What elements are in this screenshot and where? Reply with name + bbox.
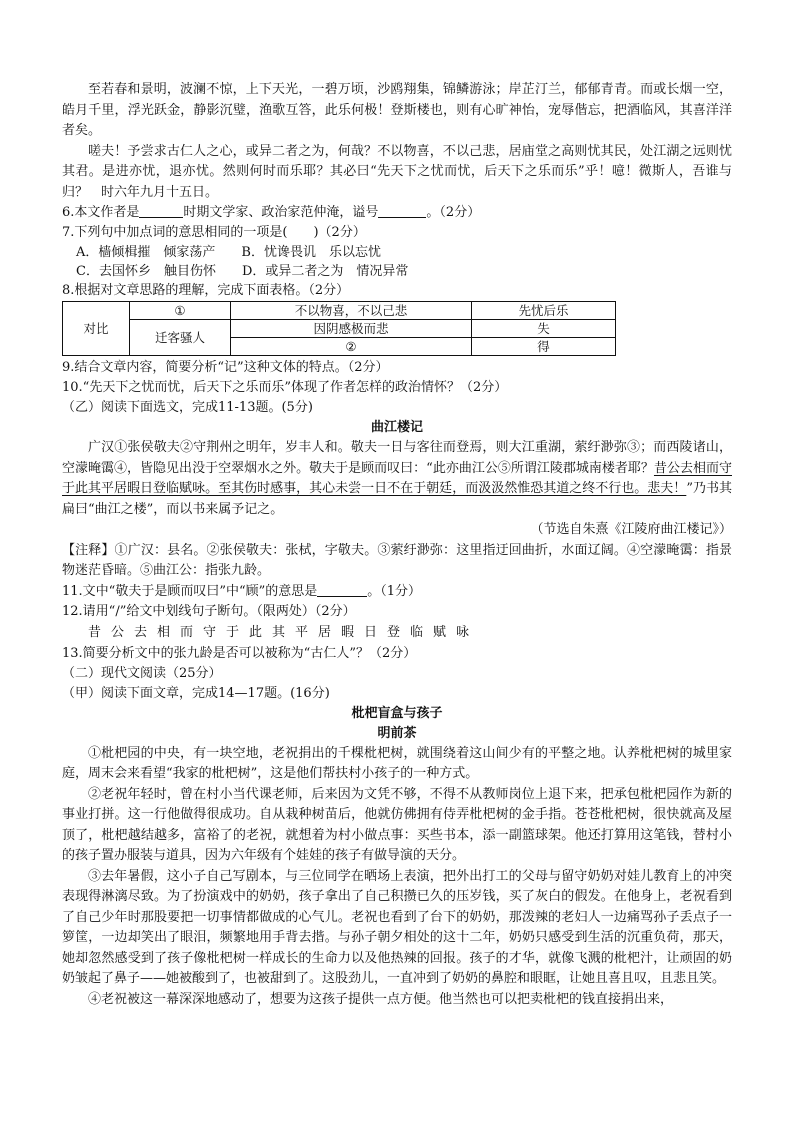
question-7-options: A．樯倾楫摧 倾家荡产 B．忧谗畏讥 乐以忘忧 <box>76 245 381 260</box>
table-label: 对比 <box>63 302 130 356</box>
underlined-sentence: 昔公去相而守于此其平居暇日登临赋咏。至其伤时感事，其心未尝一日不在于朝廷，而汲汲然惟恐其道之终不行也。悲夫！ <box>62 460 732 496</box>
table-cell-blank-2: ② <box>231 338 472 356</box>
passage-paragraph: 广汉①张侯敬夫②守荆州之明年，岁丰人和。敬夫一日与客往而登焉，则大江重湖，萦纡渺弥③；而西陵诸山，空濛晻霭④，皆隐见出没于空翠烟水之外。敬夫于是顾而叹曰：“此亦曲江公⑤所谓江陵郡城南楼者耶？昔公去相而守于此其平居暇日登临赋咏。至其伤时感事，其心未尝一日不在于朝廷，而汲汲然惟恐其道之终不行也。悲夫！”乃书其扁曰“曲江之楼”，而以书来属予记之。 <box>62 440 732 517</box>
article-paragraph: ①枇杷园的中央，有一块空地，老祝捐出的千棵枇杷树，就围绕着这山间少有的平整之地。认养枇杷树的城里家庭，周末会来看望“我家的枇杷树”，这是他们帮扶村小孩子的一种方式。 <box>62 745 732 781</box>
passage-source: （节选自朱熹《江陵府曲江楼记》） <box>530 522 732 537</box>
question-6: 6.本文作者是 时期文学家、政治家范仲淹，谥号 。（2分） <box>62 205 481 220</box>
question-13: 13.简要分析文中的张九龄是否可以被称为“古仁人”？（2分） <box>62 645 417 661</box>
answer-blank[interactable] <box>378 204 426 218</box>
passage-paragraph: 至若春和景明，波澜不惊，上下天光，一碧万顷，沙鸥翔集，锦鳞游泳；岸芷汀兰，郁郁青青。而或长烟一空，皓月千里，浮光跃金，静影沉璧，渔歌互答，此乐何极！登斯楼也，则有心旷神怡，宠辱偕忘，把酒临风，其喜洋洋者矣。 <box>62 82 732 138</box>
table-cell: 因阴感极而悲 <box>231 320 472 338</box>
question-11: 11.文中“敬夫于是顾而叹曰”中“顾”的意思是 。（1分） <box>62 583 422 599</box>
comparison-table <box>62 301 616 356</box>
section-2-heading: （二）现代文阅读（25分） <box>62 665 222 681</box>
table-cell: 失 <box>472 320 616 338</box>
table-cell-blank-1: ① <box>130 302 231 320</box>
table-cell: 不以物喜，不以己悲 <box>231 302 472 320</box>
section-2a-heading: （甲）阅读下面文章，完成14—17题。(16分) <box>62 685 330 701</box>
table-cell: 先忧后乐 <box>472 302 616 320</box>
annotation-note: 【注释】①广汉：县名。②张侯敬夫：张栻，字敬夫。③萦纡渺弥：这里指迂回曲折，水面辽阔。④空濛晻霭：指景物迷茫昏暗。⑤曲江公：指张九龄。 <box>62 542 732 578</box>
article-paragraph: ③去年暑假，这小子自己写剧本，与三位同学在晒场上表演，把外出打工的父母与留守奶奶对娃儿教育上的冲突表现得淋漓尽致。为了扮演戏中的奶奶，孩子拿出了自己积攒已久的压岁钱，买了灰白的假发。在他身上，老祝看到了自己少年时那股要把一切事情都做成的心气儿。老祝也看到了台下的奶奶，那泼辣的老妇人一边痛骂孙子丢点子一箩筐，一边却笑出了眼泪，频繁地用手背去揩。与孙子朝夕相处的这十二年，奶奶只感受到生活的沉重负荷，那天，她却忽然感受到了孩子像枇杷树一样成长的生命力以及他热辣的回报。孩子的才华，就像飞溅的枇杷汁，让顽固的奶奶皱起了鼻子——她被酸到了，也被甜到了。这股劲儿，一直冲到了奶奶的鼻腔和眼眶，让她且喜且叹，且悲且笑。 <box>62 868 732 986</box>
question-12: 12.请用“/”给文中划线句子断句。（限两处）（2分） <box>62 603 356 619</box>
table-cell: 得 <box>472 338 616 356</box>
passage-title: 曲江楼记 <box>370 420 423 435</box>
question-10: 10.“先天下之忧而忧，后天下之乐而乐”体现了作者怎样的政治情怀？（2分） <box>62 380 508 395</box>
exam-page <box>62 80 732 1010</box>
question-7: 7.下列句中加点词的意思相同的一项是( )（2分） <box>62 225 366 240</box>
article-paragraph: ②老祝年轻时，曾在村小当代课老师，后来因为文凭不够，不得不从教师岗位上退下来，把承包枇杷园作为新的事业打拼。这一行他做得很成功。自从栽种树苗后，他就仿佛拥有侍弄枇杷树的金手指。苍苍枇杷树，很快就高及屋顶了，枇杷越结越多，富裕了的老祝，就想着为村小做点事：买些书本，添一副篮球架。他还打算用这笔钱，替村小的孩子置办服装与道具，因为六年级有个娃娃的孩子有做导演的天分。 <box>62 786 732 863</box>
table-cell: 迁客骚人 <box>130 320 231 356</box>
answer-blank[interactable] <box>139 204 183 218</box>
article-paragraph: ④老祝被这一幕深深地感动了，想要为这孩子提供一点方便。他当然也可以把卖枇杷的钱直接捐出来， <box>88 991 674 1007</box>
passage-paragraph: 嗟夫！予尝求古仁人之心，或异二者之为，何哉？不以物喜，不以己悲，居庙堂之高则忧其民，处江湖之远则忧其君。是进亦忧，退亦忧。然则何时而乐耶？其必曰“先天下之忧而忧，后天下之乐而乐”乎！噫！微斯人，吾谁与归？ 时六年九月十五日。 <box>62 143 732 200</box>
article-author: 明前茶 <box>377 725 417 741</box>
question-7-options: C．去国怀乡 触目伤怀 D．或异二者之为 情况异常 <box>76 264 409 279</box>
section-b-heading: （乙）阅读下面选文，完成11-13题。(5分) <box>62 400 313 415</box>
article-title: 枇杷盲盒与孩子 <box>351 705 443 721</box>
question-9: 9.结合文章内容，简要分析“记”这种文体的特点。（2分） <box>62 360 389 375</box>
question-12-sentence: 昔公去相而守于此其平居暇日登临赋咏 <box>88 624 480 640</box>
answer-blank[interactable] <box>317 583 367 597</box>
question-8: 8.根据对文章思路的理解，完成下面表格。（2分） <box>62 283 350 298</box>
